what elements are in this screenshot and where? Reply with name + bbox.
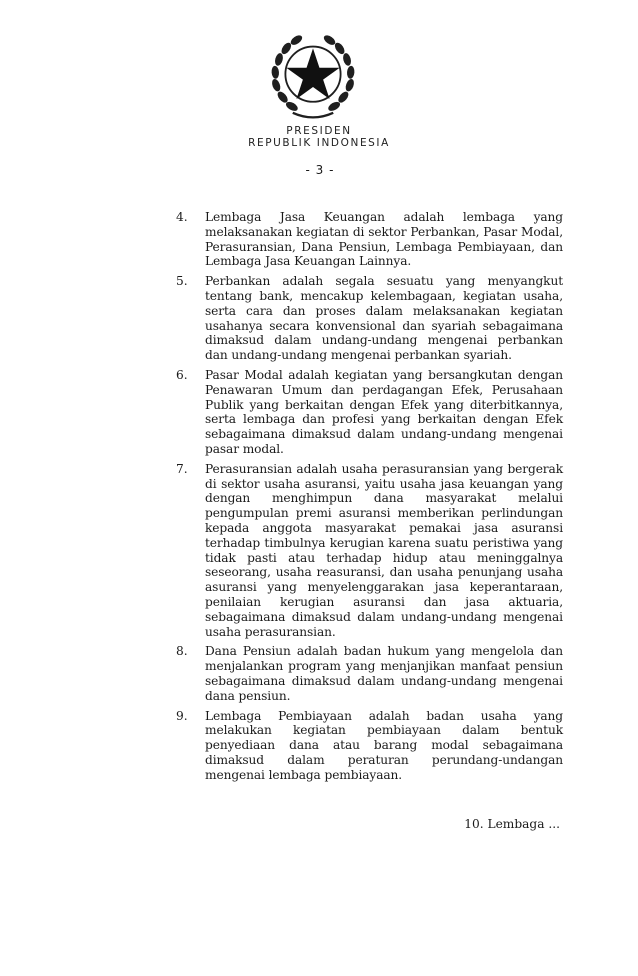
definition-number: 5. (176, 274, 188, 289)
definition-item (176, 644, 563, 703)
definition-text: Perbankan adalah segala sesuatu yang menyangkut tentang bank, mencakup kelembagaan, kegiatan usaha, serta cara dan proses dalam melaksanakan kegiatan usahanya secara konvensional dan syariah sebagaimana dimaksud dalam undang-undang mengenai perbankan dan undang-undang mengenai perbankan syariah. (205, 274, 563, 363)
definition-list (176, 210, 563, 787)
definition-number: 7. (176, 461, 188, 476)
definition-number: 4. (176, 210, 188, 224)
garuda-star-emblem (267, 30, 359, 122)
page-number: - 3 - (305, 163, 335, 177)
definition-item (176, 462, 563, 640)
definition-text: Dana Pensiun adalah badan hukum yang mengelola dan menjalankan program yang menjanjikan manfaat pensiun sebagaimana dimaksud dalam undang-undang mengenai dana pensiun. (205, 644, 563, 703)
definition-item (176, 709, 563, 783)
definition-number: 6. (176, 367, 188, 382)
definition-text: Perasuransian adalah usaha perasuransian yang bergerak di sektor usaha asuransi, yaitu usaha jasa keuangan yang dengan menghimpun dana masyarakat melalui pengumpulan premi asuransi memberikan perlindungan kepada anggota masyarakat pemakai jasa asuransi terhadap timbulnya kerugian karena suatu peristiwa yang tidak pasti atau terhadap hidup atau meninggalnya seseorang, usaha reasuransi, dan usaha penunjang usaha asuransi yang menyelenggarakan jasa keperantaraan, penilaian kerugian asuransi dan jasa aktuaria, sebagaimana dimaksud dalam undang-undang mengenai usaha perasuransian. (205, 461, 563, 639)
definition-item (176, 210, 563, 269)
definition-number: 9. (176, 708, 188, 723)
definition-number: 8. (176, 644, 188, 659)
office-title-line-1: PRESIDEN (286, 125, 352, 137)
definition-text: Pasar Modal adalah kegiatan yang bersangkutan dengan Penawaran Umum dan perdagangan Efek, Perusahaan Publik yang berkaitan dengan Efek yang diterbitkannya, serta lembaga dan profesi yang berkaitan dengan Efek sebagaimana dimaksud dalam undang-undang mengenai pasar modal. (205, 367, 563, 456)
definition-item (176, 368, 563, 457)
definition-text: Lembaga Pembiayaan adalah badan usaha yang melakukan kegiatan pembiayaan dalam bentuk penyediaan dana atau barang modal sebagaimana dimaksud dalam peraturan perundang-undangan mengenai lembaga pembiayaan. (205, 708, 563, 782)
continuation-text: 10. Lembaga ... (464, 817, 560, 831)
office-title-line-2: REPUBLIK INDONESIA (248, 137, 390, 149)
definition-text: Lembaga Jasa Keuangan adalah lembaga yang melaksanakan kegiatan di sektor Perbankan, Pasar Modal, Perasuransian, Dana Pensiun, Lembaga Pembiayaan, dan Lembaga Jasa Keuangan Lainnya. (205, 210, 563, 269)
definition-item (176, 274, 563, 363)
